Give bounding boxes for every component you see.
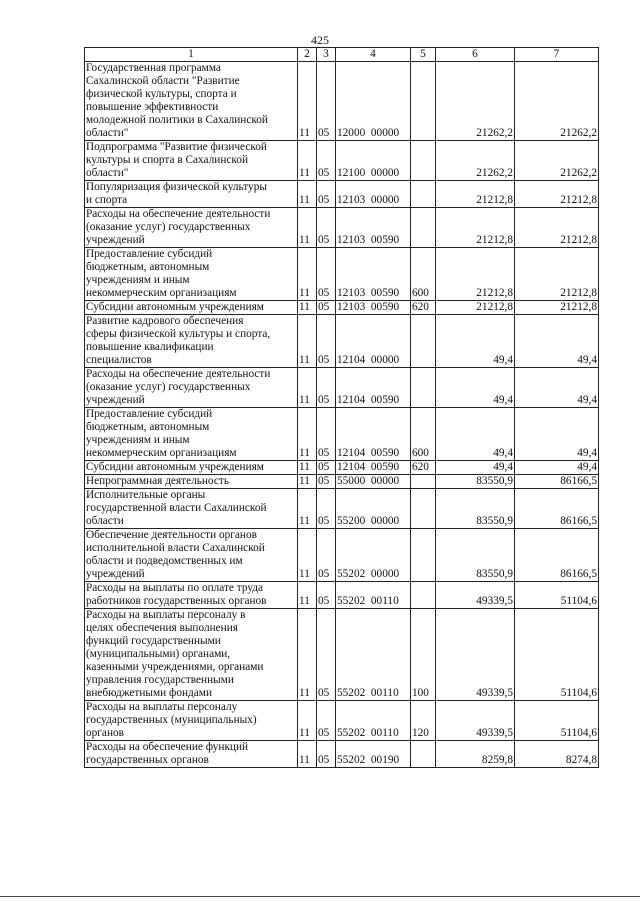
expense-name-cell: Государственная программа Сахалинской области "Развитие физической культуры, спорта и повышение эффективности молодежной политики в Сахалинской области" xyxy=(85,62,298,141)
expense-name-cell: Предоставление субсидий бюджетным, автономным учреждениям и иным некоммерческим организациям xyxy=(85,248,298,301)
amount-cell-6: 49339,5 xyxy=(436,609,515,701)
section-code-cell: 11 xyxy=(298,248,317,301)
expense-name-cell: Популяризация физической культуры и спорта xyxy=(85,181,298,208)
section-code-cell: 11 xyxy=(298,181,317,208)
section-code-cell: 11 xyxy=(298,141,317,181)
table-row xyxy=(85,62,599,141)
target-article-cell: 12103 00590 xyxy=(336,301,411,315)
amount-cell-6: 83550,9 xyxy=(436,529,515,582)
expense-type-cell xyxy=(411,529,436,582)
page-number: 425 xyxy=(311,33,329,47)
amount-cell-7: 21212,8 xyxy=(515,248,599,301)
amount-cell-6: 21212,8 xyxy=(436,248,515,301)
target-article-cell: 12104 00590 xyxy=(336,368,411,408)
subsection-code-cell: 05 xyxy=(317,368,336,408)
expense-name-cell: Обеспечение деятельности органов исполнительной власти Сахалинской области и подведомственных им учреждений xyxy=(85,529,298,582)
subsection-code-cell: 05 xyxy=(317,475,336,489)
section-code-cell: 11 xyxy=(298,62,317,141)
amount-cell-7: 21212,8 xyxy=(515,208,599,248)
subsection-code-cell: 05 xyxy=(317,408,336,461)
amount-cell-6: 83550,9 xyxy=(436,475,515,489)
amount-cell-7: 86166,5 xyxy=(515,529,599,582)
target-article-cell: 12103 00590 xyxy=(336,208,411,248)
table-row xyxy=(85,582,599,609)
amount-cell-7: 21212,8 xyxy=(515,181,599,208)
table-row xyxy=(85,248,599,301)
section-code-cell: 11 xyxy=(298,529,317,582)
amount-cell-7: 86166,5 xyxy=(515,489,599,529)
table-row xyxy=(85,609,599,701)
expense-name-cell: Предоставление субсидий бюджетным, автономным учреждениям и иным некоммерческим организациям xyxy=(85,408,298,461)
amount-cell-6: 83550,9 xyxy=(436,489,515,529)
subsection-code-cell: 05 xyxy=(317,461,336,475)
amount-cell-7: 51104,6 xyxy=(515,701,599,741)
subsection-code-cell: 05 xyxy=(317,529,336,582)
target-article-cell: 12104 00590 xyxy=(336,461,411,475)
expense-type-cell: 600 xyxy=(411,248,436,301)
target-article-cell: 55202 00000 xyxy=(336,529,411,582)
expense-name-cell: Развитие кадрового обеспечения сферы физической культуры и спорта, повышение квалификации специалистов xyxy=(85,315,298,368)
target-article-cell: 12103 00000 xyxy=(336,181,411,208)
subsection-code-cell: 05 xyxy=(317,609,336,701)
header-cell: 4 xyxy=(336,48,411,62)
expense-name-cell: Расходы на обеспечение функций государственных органов xyxy=(85,741,298,768)
section-code-cell: 11 xyxy=(298,461,317,475)
section-code-cell: 11 xyxy=(298,301,317,315)
expense-name-cell: Подпрограмма "Развитие физической культуры и спорта в Сахалинской области" xyxy=(85,141,298,181)
amount-cell-6: 49,4 xyxy=(436,368,515,408)
table-body xyxy=(85,62,599,768)
expense-name-cell: Субсидии автономным учреждениям xyxy=(85,461,298,475)
target-article-cell: 55202 00110 xyxy=(336,582,411,609)
amount-cell-6: 21212,8 xyxy=(436,208,515,248)
section-code-cell: 11 xyxy=(298,475,317,489)
header-cell: 6 xyxy=(436,48,515,62)
expense-name-cell: Исполнительные органы государственной власти Сахалинской области xyxy=(85,489,298,529)
expense-name-cell: Расходы на выплаты по оплате труда работников государственных органов xyxy=(85,582,298,609)
table-row xyxy=(85,208,599,248)
amount-cell-6: 49,4 xyxy=(436,461,515,475)
amount-cell-7: 49,4 xyxy=(515,408,599,461)
amount-cell-6: 49,4 xyxy=(436,408,515,461)
section-code-cell: 11 xyxy=(298,609,317,701)
expense-type-cell: 620 xyxy=(411,301,436,315)
target-article-cell: 12000 00000 xyxy=(336,62,411,141)
expense-name-cell: Непрограммная деятельность xyxy=(85,475,298,489)
subsection-code-cell: 05 xyxy=(317,141,336,181)
target-article-cell: 12104 00590 xyxy=(336,408,411,461)
subsection-code-cell: 05 xyxy=(317,248,336,301)
section-code-cell: 11 xyxy=(298,408,317,461)
expense-type-cell xyxy=(411,475,436,489)
subsection-code-cell: 05 xyxy=(317,315,336,368)
section-code-cell: 11 xyxy=(298,315,317,368)
target-article-cell: 55000 00000 xyxy=(336,475,411,489)
section-code-cell: 11 xyxy=(298,741,317,768)
amount-cell-7: 8274,8 xyxy=(515,741,599,768)
table-row xyxy=(85,489,599,529)
amount-cell-7: 21262,2 xyxy=(515,141,599,181)
section-code-cell: 11 xyxy=(298,489,317,529)
subsection-code-cell: 05 xyxy=(317,181,336,208)
budget-table xyxy=(84,47,599,768)
expense-type-cell: 120 xyxy=(411,701,436,741)
expense-type-cell xyxy=(411,582,436,609)
target-article-cell: 12104 00000 xyxy=(336,315,411,368)
table-row xyxy=(85,741,599,768)
amount-cell-6: 21262,2 xyxy=(436,62,515,141)
amount-cell-7: 21262,2 xyxy=(515,62,599,141)
section-code-cell: 11 xyxy=(298,208,317,248)
expense-type-cell xyxy=(411,368,436,408)
amount-cell-6: 49339,5 xyxy=(436,701,515,741)
amount-cell-6: 21262,2 xyxy=(436,141,515,181)
amount-cell-7: 86166,5 xyxy=(515,475,599,489)
amount-cell-6: 21212,8 xyxy=(436,301,515,315)
amount-cell-6: 49339,5 xyxy=(436,582,515,609)
table-row xyxy=(85,408,599,461)
amount-cell-7: 49,4 xyxy=(515,315,599,368)
header-cell: 2 xyxy=(298,48,317,62)
expense-type-cell: 620 xyxy=(411,461,436,475)
expense-type-cell xyxy=(411,208,436,248)
header-cell: 1 xyxy=(85,48,298,62)
expense-type-cell xyxy=(411,315,436,368)
amount-cell-7: 51104,6 xyxy=(515,609,599,701)
header-cell: 5 xyxy=(411,48,436,62)
amount-cell-6: 8259,8 xyxy=(436,741,515,768)
header-row xyxy=(85,48,599,62)
expense-name-cell: Расходы на выплаты персоналу государственных (муниципальных) органов xyxy=(85,701,298,741)
table-row xyxy=(85,475,599,489)
subsection-code-cell: 05 xyxy=(317,701,336,741)
target-article-cell: 55200 00000 xyxy=(336,489,411,529)
header-cell: 3 xyxy=(317,48,336,62)
table-row xyxy=(85,461,599,475)
amount-cell-6: 49,4 xyxy=(436,315,515,368)
subsection-code-cell: 05 xyxy=(317,489,336,529)
expense-type-cell xyxy=(411,181,436,208)
expense-name-cell: Расходы на выплаты персоналу в целях обеспечения выполнения функций государственными (муниципальными) органами, казенными учреждениями, органами управления государственными внебюджетными фондами xyxy=(85,609,298,701)
table-row xyxy=(85,701,599,741)
subsection-code-cell: 05 xyxy=(317,62,336,141)
expense-type-cell: 600 xyxy=(411,408,436,461)
expense-name-cell: Расходы на обеспечение деятельности (оказание услуг) государственных учреждений xyxy=(85,368,298,408)
amount-cell-7: 49,4 xyxy=(515,368,599,408)
target-article-cell: 12103 00590 xyxy=(336,248,411,301)
expense-type-cell xyxy=(411,489,436,529)
expense-name-cell: Субсидии автономным учреждениям xyxy=(85,301,298,315)
amount-cell-7: 21212,8 xyxy=(515,301,599,315)
table-row xyxy=(85,529,599,582)
target-article-cell: 55202 00110 xyxy=(336,701,411,741)
subsection-code-cell: 05 xyxy=(317,208,336,248)
expense-type-cell xyxy=(411,62,436,141)
table-row xyxy=(85,181,599,208)
amount-cell-6: 21212,8 xyxy=(436,181,515,208)
amount-cell-7: 49,4 xyxy=(515,461,599,475)
header-cell: 7 xyxy=(515,48,599,62)
target-article-cell: 55202 00190 xyxy=(336,741,411,768)
section-code-cell: 11 xyxy=(298,368,317,408)
expense-type-cell xyxy=(411,741,436,768)
expense-type-cell: 100 xyxy=(411,609,436,701)
subsection-code-cell: 05 xyxy=(317,582,336,609)
table-row xyxy=(85,301,599,315)
target-article-cell: 12100 00000 xyxy=(336,141,411,181)
expense-type-cell xyxy=(411,141,436,181)
section-code-cell: 11 xyxy=(298,582,317,609)
table-row xyxy=(85,368,599,408)
target-article-cell: 55202 00110 xyxy=(336,609,411,701)
subsection-code-cell: 05 xyxy=(317,301,336,315)
table-row xyxy=(85,141,599,181)
amount-cell-7: 51104,6 xyxy=(515,582,599,609)
section-code-cell: 11 xyxy=(298,701,317,741)
expense-name-cell: Расходы на обеспечение деятельности (оказание услуг) государственных учреждений xyxy=(85,208,298,248)
bottom-divider xyxy=(0,896,640,897)
table-row xyxy=(85,315,599,368)
subsection-code-cell: 05 xyxy=(317,741,336,768)
